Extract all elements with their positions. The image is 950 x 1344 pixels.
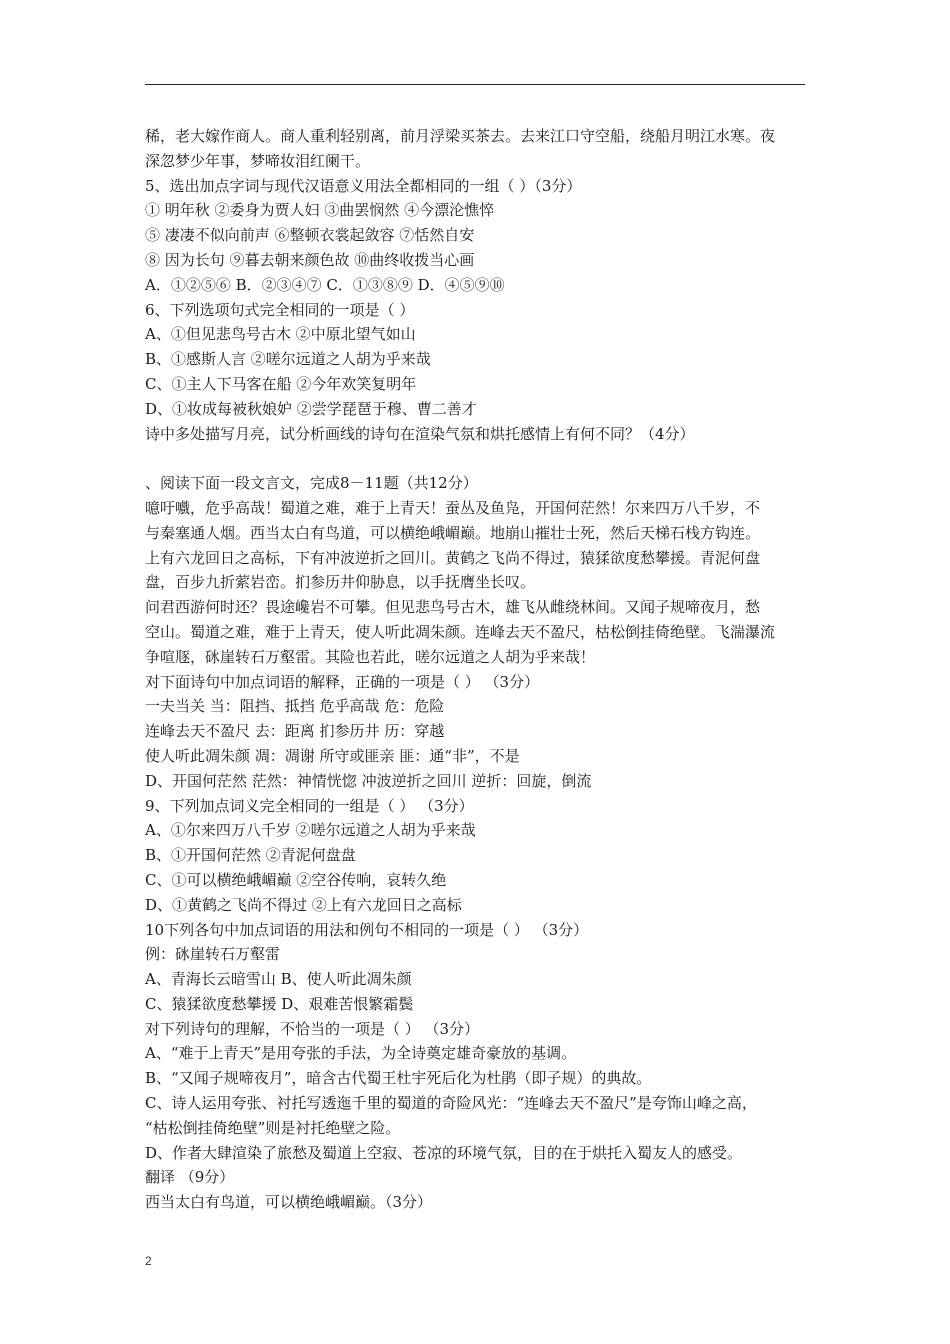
document-body xyxy=(145,124,817,1215)
question-10-option: A、青海长云暗雪山 B、使人听此凋朱颜 xyxy=(145,970,412,989)
question-11-option: D、作者大肆渲染了旅愁及蜀道上空寂、苍凉的环境气氛，目的在于烘托入蜀友人的感受。 xyxy=(145,1143,743,1162)
question-8-option: 一夫当关 当：阻挡、抵挡 危乎高哉 危：危险 xyxy=(145,697,445,716)
question-10-stem: 10下列各句中加点词语的用法和例句不相同的一项是（ ） （3分） xyxy=(145,920,589,939)
question-6-stem: 6、下列选项句式完全相同的一项是（ ） xyxy=(145,300,415,319)
page-number: 2 xyxy=(145,1254,152,1268)
question-6-option: B、①感斯人言 ②嗟尔远道之人胡为乎来哉 xyxy=(145,350,431,369)
question-10-option: C、猿猱欲度愁攀援 D、艰难苦恨繁霜鬓 xyxy=(145,994,414,1013)
question-7-stem: 诗中多处描写月亮，试分析画线的诗句在渲染气氛和烘托感情上有何不同？（4分） xyxy=(145,424,695,443)
question-5-options: A．①②⑤⑥ B．②③④⑦ C．①③⑧⑨ D．④⑤⑨⑩ xyxy=(145,275,505,294)
question-8-option: 连峰去天不盈尺 去：距离 扪参历井 历：穿越 xyxy=(145,722,445,741)
translation-heading: 翻译 （9分） xyxy=(145,1168,235,1187)
passage-line: 与秦塞通人烟。西当太白有鸟道，可以横绝峨嵋巅。地崩山摧壮士死，然后天梯石栈方钩连。 xyxy=(145,523,761,542)
question-6-option: A、①但见悲鸟号古木 ②中原北望气如山 xyxy=(145,325,416,344)
question-11-option: C、诗人运用夸张、衬托写透迤千里的蜀道的奇险风光：“连峰去天不盈尺”是夸饰山峰之高， xyxy=(145,1094,757,1113)
question-5-stem: 5、选出加点字词与现代汉语意义用法全都相同的一组（ ）（3分） xyxy=(145,176,582,195)
question-6-option: C、①主人下马客在船 ②今年欢笑复明年 xyxy=(145,374,417,393)
question-5-items: ⑤ 凄凄不似向前声 ⑥整顿衣裳起敛容 ⑦恬然自安 xyxy=(145,226,475,245)
passage-line: 空山。蜀道之难，难于上青天，使人听此凋朱颜。连峰去天不盈尺，枯松倒挂倚绝壁。飞湍瀑流 xyxy=(145,622,776,641)
question-9-option: C、①可以横绝峨嵋巅 ②空谷传响，哀转久绝 xyxy=(145,870,447,889)
question-5-items: ⑧ 因为长句 ⑨暮去朝来颜色故 ⑩曲终收拨当心画 xyxy=(145,250,475,269)
question-11-option: A、“难于上青天”是用夸张的手法，为全诗奠定雄奇豪放的基调。 xyxy=(145,1044,577,1063)
text-line: 稀，老大嫁作商人。商人重利轻别离，前月浮梁买茶去。去来江口守空船，绕船月明江水寒。夜 xyxy=(145,127,776,145)
passage-line: 噫吁嚱，危乎高哉！蜀道之难，难于上青天！蚕丛及鱼凫，开国何茫然！尔来四万八千岁，不 xyxy=(145,498,761,517)
text-line: 深忽梦少年事，梦啼妆泪红阑干。 xyxy=(145,151,371,170)
passage-line: 上有六龙回日之高标，下有冲波逆折之回川。黄鹤之飞尚不得过，猿猱欲度愁攀援。青泥何盘 xyxy=(145,548,761,567)
question-9-option: D、①黄鹤之飞尚不得过 ②上有六龙回日之高标 xyxy=(145,895,462,914)
question-11-option: B、“又闻子规啼夜月”，暗含古代蜀王杜宇死后化为杜鹃（即子规）的典故。 xyxy=(145,1069,652,1088)
question-6-option: D、①妆成每被秋娘妒 ②尝学琵琶于穆、曹二善才 xyxy=(145,399,477,418)
question-5-items: ① 明年秋 ②委身为贾人妇 ③曲罢悯然 ④今漂沦憔悴 xyxy=(145,201,495,220)
passage-line: 盘，百步九折萦岩峦。扪参历井仰胁息，以手抚膺坐长叹。 xyxy=(145,573,536,592)
question-9-option: B、①开国何茫然 ②青泥何盘盘 xyxy=(145,846,356,865)
question-11-option: “枯松倒挂倚绝壁”则是衬托绝壁之险。 xyxy=(145,1118,401,1137)
question-9-stem: 9、下列加点词义完全相同的一组是（ ） （3分） xyxy=(145,796,474,815)
question-8-option: D、开国何茫然 茫然：神情恍惚 冲波逆折之回川 逆折：回旋，倒流 xyxy=(145,771,592,790)
section-heading: 、阅读下面一段文言文，完成8－11题（共12分） xyxy=(145,474,478,493)
question-10-example: 例：砯崖转石万壑雷 xyxy=(145,945,281,964)
passage-line: 争喧豗，砯崖转石万壑雷。其险也若此，嗟尔远道之人胡为乎来哉！ xyxy=(145,647,596,666)
passage-line: 问君西游何时还？畏途巉岩不可攀。但见悲鸟号古木，雄飞从雌绕林间。又闻子规啼夜月，愁 xyxy=(145,598,761,617)
translation-item: 西当太白有鸟道，可以横绝峨嵋巅。（3分） xyxy=(145,1193,433,1212)
question-11-stem: 对下列诗句的理解，不恰当的一项是（ ） （3分） xyxy=(145,1019,480,1038)
question-9-option: A、①尔来四万八千岁 ②嗟尔远道之人胡为乎来哉 xyxy=(145,821,476,840)
blank-line xyxy=(145,446,817,471)
header-rule xyxy=(145,84,805,85)
question-8-stem: 对下面诗句中加点词语的解释，正确的一项是（ ） （3分） xyxy=(145,672,540,691)
question-8-option: 使人听此凋朱颜 凋：凋谢 所守或匪亲 匪：通“非”，不是 xyxy=(145,746,520,765)
